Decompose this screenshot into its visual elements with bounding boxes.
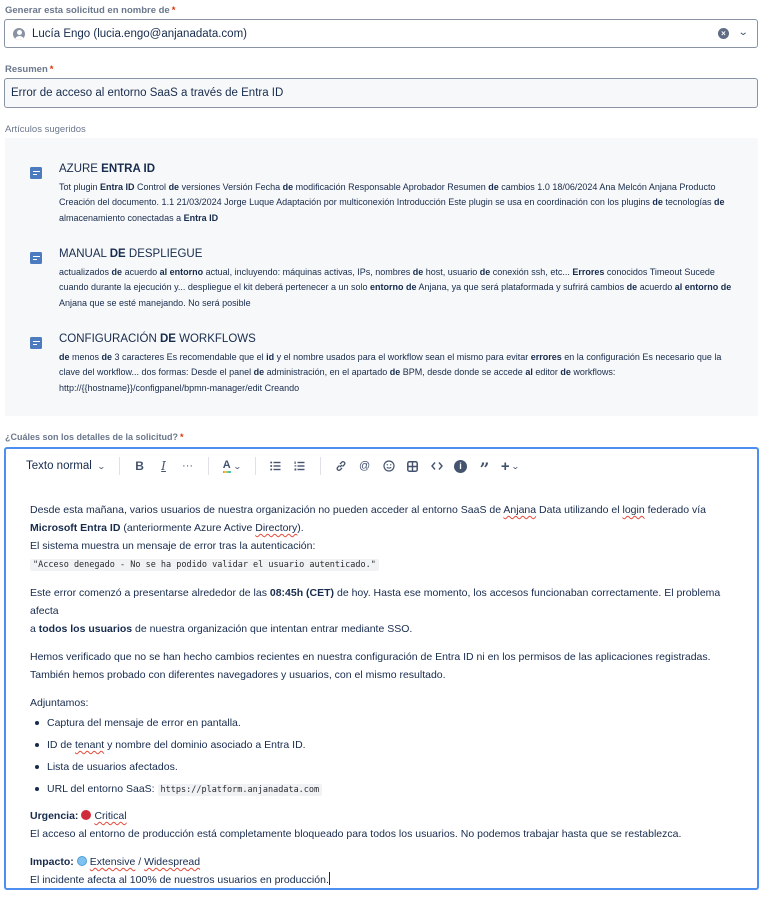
clear-icon[interactable]: × (718, 28, 729, 39)
quote-button[interactable]: ” (479, 459, 490, 480)
toolbar-divider (255, 457, 256, 475)
summary-label-text: Resumen (5, 64, 48, 75)
text-style-dropdown[interactable] (26, 455, 111, 477)
red-circle-icon (81, 810, 91, 820)
inline-code-url: https://platform.anjanadata.com (158, 784, 323, 796)
link-button[interactable] (330, 455, 352, 477)
text-style-label: Texto normal (26, 460, 92, 472)
paragraph: Desde esta mañana, varios usuarios de nuestra organización no pueden acceder al entorno SaaS de Anjana Data utilizando el login federado vía (30, 504, 706, 516)
code-icon (431, 461, 443, 471)
user-icon (13, 28, 25, 40)
table-button[interactable] (402, 455, 424, 477)
toolbar-divider (320, 457, 321, 475)
impact-value[interactable]: Widespread (144, 856, 201, 868)
article-excerpt: de menos de 3 caracteres Es recomendable que el id y el nombre usados para el workflow sean el mismo para evitar errores en la configuración Es necesario que la clave del workflow... dos formas: Desde el panel de administración, en el apartado de BPM, desde donde se accede al editor de workflows: http://{{hostname}}/configpanel/bpmn-manager/edit Creando (59, 352, 722, 393)
editor-content[interactable] (30, 501, 740, 889)
paragraph: Microsoft Entra ID (anteriormente Azure Active Directory). (30, 522, 304, 534)
attachments-list (34, 712, 740, 801)
chevron-down-icon[interactable]: ⌄ (737, 27, 749, 38)
summary-label (5, 64, 53, 75)
details-editor[interactable] (4, 447, 759, 890)
plus-icon: + (500, 457, 510, 475)
urgency-line: Urgencia: Critical (30, 810, 127, 822)
numbered-list-button[interactable] (289, 455, 311, 477)
spellcheck-word[interactable]: tenant (75, 739, 105, 751)
list-item: URL del entorno SaaS: https://platform.anjanadata.com (34, 778, 740, 801)
paragraph: Hemos verificado que no se han hecho cambios recientes en nuestra configuración de Entra ID ni en los permisos de las aplicaciones registradas. (30, 651, 711, 663)
info-icon: i (454, 460, 467, 473)
list-item: ID de tenant y nombre del dominio asociado a Entra ID. (34, 734, 740, 756)
paragraph: Este error comenzó a presentarse alrededor de las 08:45h (CET) de hoy. Hasta ese momento, los accesos funcionaban correctamente. El problema afecta (30, 587, 721, 617)
article-excerpt: Tot plugin Entra ID Control de versiones Versión Fecha de modificación Responsable Aprobador Resumen de cambios 1.0 18/06/2024 Ana Melcón Anjana Producto Creación del documento. 1.1 21/03/2024 Jorge Luque Adaptación por multiconexión Introducción Este plugin se usa en coordinación con los plugins de tecnologías de almacenamiento conectadas a Entra ID (59, 182, 725, 223)
summary-value: Error de acceso al entorno SaaS a través de Entra ID (11, 87, 284, 99)
table-icon (407, 461, 418, 472)
requester-label (5, 5, 175, 16)
article-title[interactable]: CONFIGURACIÓN DE WORKFLOWS (59, 333, 256, 345)
article-title[interactable]: MANUAL DE DESPLIEGUE (59, 248, 203, 260)
spellcheck-word[interactable]: Anjana (503, 504, 537, 516)
chevron-down-icon: ⌄ (96, 461, 106, 471)
article-title[interactable]: AZURE ENTRA ID (59, 163, 156, 175)
summary-input[interactable] (4, 78, 758, 108)
emoji-icon (383, 460, 395, 472)
required-mark: * (171, 5, 176, 16)
spellcheck-word[interactable]: Directory (255, 522, 298, 534)
article-excerpt: actualizados de acuerdo al entorno actual, incluyendo: máquinas activas, IPs, nombres de host, usuario de conexión ssh, etc... Errores conocidos Timeout Sucede cuando durante la ejecución y... despliegue el kit deberá pertenecer a un solo entorno de Anjana, ya que será plataformada y sufrirá cambios de acuerdo al entorno de Anjana que se esté manejando. No será posible (59, 267, 732, 308)
paragraph: También hemos probado con diferentes navegadores y usuarios, con el mismo resultado. (30, 669, 446, 681)
impact-value[interactable]: Extensive (89, 856, 136, 868)
list-item: Captura del mensaje de error en pantalla. (34, 712, 740, 734)
required-mark: * (49, 64, 54, 75)
insert-button[interactable] (497, 455, 523, 477)
info-panel-button[interactable] (450, 455, 472, 477)
editor-toolbar (6, 449, 757, 483)
inline-code: "Acceso denegado - No se ha podido validar el usuario autenticado." (30, 559, 379, 571)
mention-button[interactable]: @ (358, 460, 371, 472)
bold-button[interactable]: B (135, 459, 144, 473)
paragraph: El incidente afecta al 100% de nuestros usuarios en producción. (30, 874, 329, 886)
italic-button[interactable]: I (161, 459, 166, 473)
globe-icon (77, 856, 87, 866)
chevron-down-icon: ⌄ (232, 461, 242, 471)
paragraph: El sistema muestra un mensaje de error tras la autenticación: (30, 540, 316, 552)
numbered-list-icon (294, 461, 305, 471)
bullet-list-icon (270, 461, 281, 471)
document-icon (30, 337, 42, 349)
link-icon (335, 460, 347, 472)
requester-label-text: Generar esta solicitud en nombre de (5, 5, 170, 16)
paragraph: El acceso al entorno de producción está completamente bloqueado para todos los usuarios. No podemos trabajar hasta que se restablezca. (30, 828, 682, 840)
suggested-articles-label: Artículos sugeridos (5, 124, 86, 135)
suggested-articles-panel (5, 138, 758, 416)
urgency-value[interactable]: Critical (94, 810, 127, 822)
list-item: Lista de usuarios afectados. (34, 756, 740, 778)
toolbar-divider (208, 457, 209, 475)
code-button[interactable] (426, 455, 448, 477)
more-formatting-button[interactable]: ··· (182, 460, 194, 472)
document-icon (30, 252, 42, 264)
paragraph (30, 555, 740, 574)
document-icon (30, 167, 42, 179)
requester-select[interactable] (4, 19, 758, 48)
text-color-button[interactable] (217, 455, 247, 477)
text-color-icon: A (222, 458, 231, 471)
impact-line: Impacto: Extensive / Widespread (30, 856, 201, 868)
details-label-text: ¿Cuáles son los detalles de la solicitud? (5, 432, 179, 442)
chevron-down-icon: ⌄ (510, 461, 520, 471)
emoji-button[interactable] (378, 455, 400, 477)
text-cursor (329, 872, 330, 885)
requester-value: Lucía Engo (lucia.engo@anjanadata.com) (32, 27, 247, 40)
bullet-list-button[interactable] (265, 455, 287, 477)
required-mark: * (180, 432, 184, 442)
toolbar-divider (119, 457, 120, 475)
details-label (5, 432, 184, 442)
paragraph: a todos los usuarios de nuestra organización que intentan entrar mediante SSO. (30, 623, 413, 635)
paragraph: Adjuntamos: (30, 697, 89, 709)
spellcheck-word[interactable]: login (622, 504, 645, 516)
